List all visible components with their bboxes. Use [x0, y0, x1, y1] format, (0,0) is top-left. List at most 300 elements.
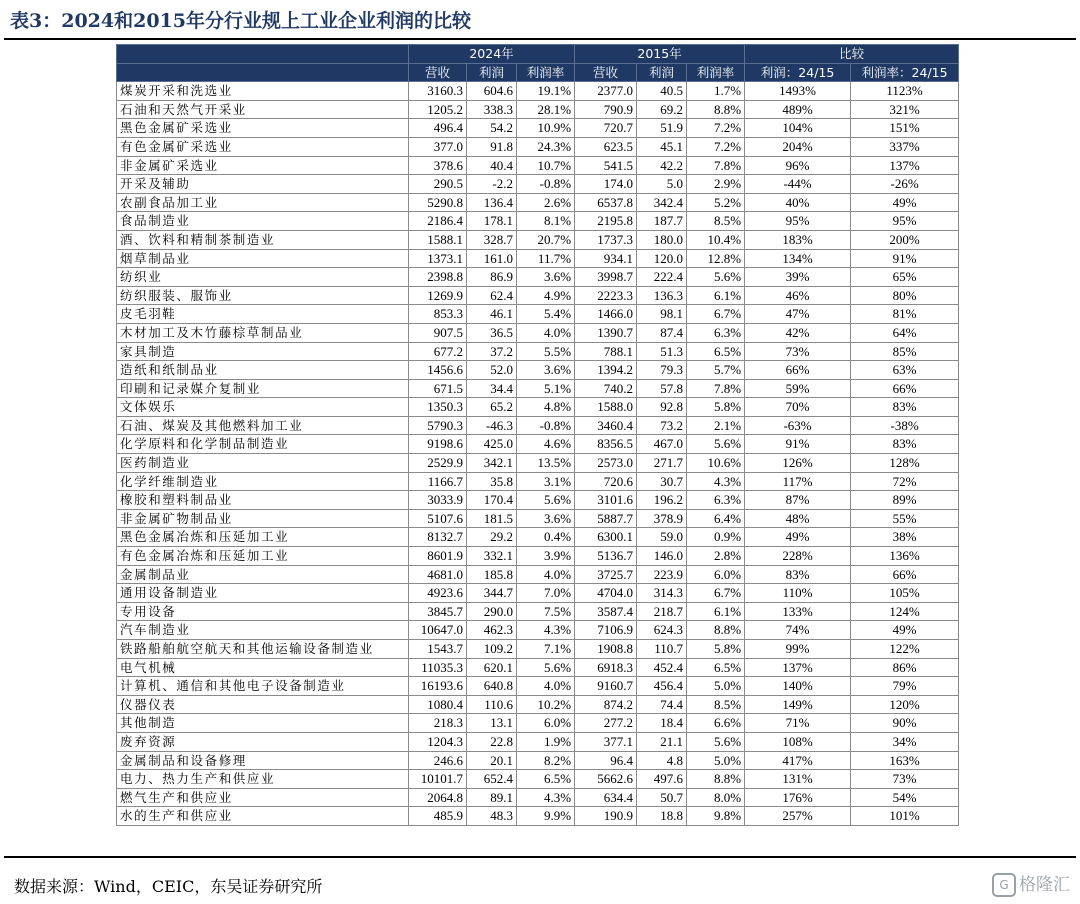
- industry-name: 铁路船舶航空航天和其他运输设备制造业: [117, 640, 409, 659]
- col-header: 利润率: [687, 63, 745, 82]
- table-cell: 34%: [851, 732, 959, 751]
- table-cell: 541.5: [575, 156, 637, 175]
- table-cell: 6.1%: [687, 286, 745, 305]
- table-cell: -63%: [745, 416, 851, 435]
- table-cell: 87%: [745, 491, 851, 510]
- col-header: 利润：24/15: [745, 63, 851, 82]
- table-cell: 2223.3: [575, 286, 637, 305]
- table-cell: 65%: [851, 268, 959, 287]
- table-cell: 2.1%: [687, 416, 745, 435]
- top-rule: [4, 38, 1076, 40]
- table-cell: 5.4%: [517, 305, 575, 324]
- table-cell: 604.6: [467, 82, 517, 101]
- table-cell: 8132.7: [409, 528, 467, 547]
- table-cell: 11.7%: [517, 249, 575, 268]
- industry-name: 汽车制造业: [117, 621, 409, 640]
- table-cell: 3.6%: [517, 361, 575, 380]
- table-cell: 95%: [851, 212, 959, 231]
- table-cell: 1080.4: [409, 695, 467, 714]
- table-cell: 5.0%: [687, 677, 745, 696]
- col-header: 利润: [467, 63, 517, 82]
- table-cell: 79.3: [637, 361, 687, 380]
- table-cell: 6.5%: [517, 770, 575, 789]
- table-cell: 623.5: [575, 137, 637, 156]
- industry-name: 食品制造业: [117, 212, 409, 231]
- table-row: [117, 342, 959, 361]
- table-cell: 1205.2: [409, 100, 467, 119]
- table-cell: 4.8: [637, 751, 687, 770]
- industry-name: 有色金属矿采选业: [117, 137, 409, 156]
- table-cell: 6.7%: [687, 584, 745, 603]
- table-cell: 89.1: [467, 788, 517, 807]
- table-row: [117, 695, 959, 714]
- table-row: [117, 472, 959, 491]
- table-cell: 83%: [851, 398, 959, 417]
- table-cell: 344.7: [467, 584, 517, 603]
- table-cell: 489%: [745, 100, 851, 119]
- table-cell: 1543.7: [409, 640, 467, 659]
- table-cell: 9.9%: [517, 807, 575, 826]
- table-cell: 28.1%: [517, 100, 575, 119]
- table-cell: 110.6: [467, 695, 517, 714]
- table-cell: 4923.6: [409, 584, 467, 603]
- table-cell: 2.9%: [687, 175, 745, 194]
- table-cell: 1123%: [851, 82, 959, 101]
- table-cell: 3.6%: [517, 268, 575, 287]
- table-cell: -26%: [851, 175, 959, 194]
- industry-name: 烟草制品业: [117, 249, 409, 268]
- table-cell: -46.3: [467, 416, 517, 435]
- table-cell: 5.0%: [687, 751, 745, 770]
- industry-name: 印刷和记录媒介复制业: [117, 379, 409, 398]
- industry-name: 金属制品业: [117, 565, 409, 584]
- table-cell: 110%: [745, 584, 851, 603]
- table-cell: 1.9%: [517, 732, 575, 751]
- table-cell: 45.1: [637, 137, 687, 156]
- industry-name: 石油、煤炭及其他燃料加工业: [117, 416, 409, 435]
- table-cell: 12.8%: [687, 249, 745, 268]
- table-cell: 4.0%: [517, 677, 575, 696]
- table-cell: 3460.4: [575, 416, 637, 435]
- table-cell: 1.7%: [687, 82, 745, 101]
- table-row: [117, 751, 959, 770]
- table-cell: 20.1: [467, 751, 517, 770]
- table-cell: 109.2: [467, 640, 517, 659]
- table-cell: 137%: [745, 658, 851, 677]
- table-cell: 720.6: [575, 472, 637, 491]
- table-row: [117, 732, 959, 751]
- industry-name: 仪器仪表: [117, 695, 409, 714]
- table-row: [117, 658, 959, 677]
- table-cell: 66%: [851, 379, 959, 398]
- table-cell: 163%: [851, 751, 959, 770]
- table-cell: 72%: [851, 472, 959, 491]
- table-cell: 10.4%: [687, 230, 745, 249]
- col-header: 营收: [409, 63, 467, 82]
- table-cell: 3.6%: [517, 509, 575, 528]
- table-cell: 8.0%: [687, 788, 745, 807]
- table-row: [117, 677, 959, 696]
- table-cell: 108%: [745, 732, 851, 751]
- table-cell: 9.8%: [687, 807, 745, 826]
- table-cell: -0.8%: [517, 175, 575, 194]
- page-title: 表3：2024和2015年分行业规上工业企业利润的比较: [10, 10, 471, 32]
- table-cell: 3587.4: [575, 602, 637, 621]
- table-cell: 96%: [745, 156, 851, 175]
- table-cell: 462.3: [467, 621, 517, 640]
- table-row: [117, 565, 959, 584]
- table-cell: 104%: [745, 119, 851, 138]
- table-cell: 185.8: [467, 565, 517, 584]
- table-cell: 146.0: [637, 547, 687, 566]
- table-cell: 8.5%: [687, 695, 745, 714]
- table-cell: 101%: [851, 807, 959, 826]
- table-row: [117, 770, 959, 789]
- table-cell: 934.1: [575, 249, 637, 268]
- table-cell: 52.0: [467, 361, 517, 380]
- table-cell: 69.2: [637, 100, 687, 119]
- industry-name: 计算机、通信和其他电子设备制造业: [117, 677, 409, 696]
- table-row: [117, 230, 959, 249]
- table-cell: 377.1: [575, 732, 637, 751]
- industry-name: 木材加工及木竹藤棕草制品业: [117, 323, 409, 342]
- table-cell: 79%: [851, 677, 959, 696]
- table-cell: 5290.8: [409, 193, 467, 212]
- table-cell: 5.0: [637, 175, 687, 194]
- table-cell: 178.1: [467, 212, 517, 231]
- table-cell: 81%: [851, 305, 959, 324]
- table-cell: 4.8%: [517, 398, 575, 417]
- table-cell: 497.6: [637, 770, 687, 789]
- table-cell: 853.3: [409, 305, 467, 324]
- table-cell: 1466.0: [575, 305, 637, 324]
- table-cell: 95%: [745, 212, 851, 231]
- table-cell: 19.1%: [517, 82, 575, 101]
- table-cell: 62.4: [467, 286, 517, 305]
- header-group-row: [117, 45, 959, 64]
- table-cell: 83%: [745, 565, 851, 584]
- table-cell: 2398.8: [409, 268, 467, 287]
- table-cell: 246.6: [409, 751, 467, 770]
- table-cell: 1394.2: [575, 361, 637, 380]
- table-cell: 196.2: [637, 491, 687, 510]
- table-cell: 126%: [745, 454, 851, 473]
- table-cell: 5.6%: [687, 435, 745, 454]
- industry-name: 黑色金属矿采选业: [117, 119, 409, 138]
- table-cell: 321%: [851, 100, 959, 119]
- table-cell: 3998.7: [575, 268, 637, 287]
- table-cell: 38%: [851, 528, 959, 547]
- industry-name: 非金属矿物制品业: [117, 509, 409, 528]
- table-cell: 140%: [745, 677, 851, 696]
- table-cell: 6.0%: [687, 565, 745, 584]
- table-cell: 34.4: [467, 379, 517, 398]
- table-row: [117, 379, 959, 398]
- table-cell: 133%: [745, 602, 851, 621]
- table-cell: 9160.7: [575, 677, 637, 696]
- industry-name: 有色金属冶炼和压延加工业: [117, 547, 409, 566]
- table-cell: 40.4: [467, 156, 517, 175]
- table-cell: 7.0%: [517, 584, 575, 603]
- col-header: 利润: [637, 63, 687, 82]
- table-cell: 3.1%: [517, 472, 575, 491]
- industry-name: 纺织业: [117, 268, 409, 287]
- table-cell: 1456.6: [409, 361, 467, 380]
- table-cell: 83%: [851, 435, 959, 454]
- table-cell: 74%: [745, 621, 851, 640]
- table-cell: 6.4%: [687, 509, 745, 528]
- industry-name: 皮毛羽鞋: [117, 305, 409, 324]
- table-cell: 4.3%: [687, 472, 745, 491]
- table-cell: 46.1: [467, 305, 517, 324]
- table-cell: 1204.3: [409, 732, 467, 751]
- table-cell: 1350.3: [409, 398, 467, 417]
- industry-name: 橡胶和塑料制品业: [117, 491, 409, 510]
- table-cell: 6.7%: [687, 305, 745, 324]
- table-cell: 8601.9: [409, 547, 467, 566]
- table-cell: 218.7: [637, 602, 687, 621]
- table-cell: 342.1: [467, 454, 517, 473]
- table-cell: 1588.0: [575, 398, 637, 417]
- table-cell: 907.5: [409, 323, 467, 342]
- table-cell: 6.5%: [687, 658, 745, 677]
- table-row: [117, 509, 959, 528]
- table-cell: 5662.6: [575, 770, 637, 789]
- table-cell: 91%: [745, 435, 851, 454]
- table-cell: 11035.3: [409, 658, 467, 677]
- industry-name: 化学纤维制造业: [117, 472, 409, 491]
- industry-name: 水的生产和供应业: [117, 807, 409, 826]
- table-cell: 332.1: [467, 547, 517, 566]
- table-cell: 136.3: [637, 286, 687, 305]
- table-cell: 2195.8: [575, 212, 637, 231]
- table-cell: 8.5%: [687, 212, 745, 231]
- table-cell: 485.9: [409, 807, 467, 826]
- table-cell: 59.0: [637, 528, 687, 547]
- table-cell: 49%: [745, 528, 851, 547]
- table-row: [117, 175, 959, 194]
- table-cell: 0.9%: [687, 528, 745, 547]
- table-cell: 64%: [851, 323, 959, 342]
- table-cell: 5887.7: [575, 509, 637, 528]
- industry-name: 专用设备: [117, 602, 409, 621]
- table-row: [117, 305, 959, 324]
- table-cell: 50.7: [637, 788, 687, 807]
- table-cell: 10.7%: [517, 156, 575, 175]
- table-cell: 73.2: [637, 416, 687, 435]
- table-cell: 228%: [745, 547, 851, 566]
- table-cell: 496.4: [409, 119, 467, 138]
- table-cell: 170.4: [467, 491, 517, 510]
- table-row: [117, 249, 959, 268]
- table-cell: 3725.7: [575, 565, 637, 584]
- table-cell: 42.2: [637, 156, 687, 175]
- table-cell: 5.5%: [517, 342, 575, 361]
- table-cell: 5.7%: [687, 361, 745, 380]
- table-cell: -38%: [851, 416, 959, 435]
- table-cell: 134%: [745, 249, 851, 268]
- table-row: [117, 82, 959, 101]
- table-cell: 92.8: [637, 398, 687, 417]
- table-row: [117, 323, 959, 342]
- table-cell: 8.8%: [687, 621, 745, 640]
- table-cell: 48.3: [467, 807, 517, 826]
- table-cell: 87.4: [637, 323, 687, 342]
- table-cell: 120%: [851, 695, 959, 714]
- table-row: [117, 435, 959, 454]
- table-cell: 720.7: [575, 119, 637, 138]
- table-cell: 181.5: [467, 509, 517, 528]
- table-cell: 452.4: [637, 658, 687, 677]
- table-cell: 6.5%: [687, 342, 745, 361]
- industry-name: 金属制品和设备修理: [117, 751, 409, 770]
- table-cell: 54.2: [467, 119, 517, 138]
- table-cell: 98.1: [637, 305, 687, 324]
- table-cell: 5107.6: [409, 509, 467, 528]
- table-cell: 71%: [745, 714, 851, 733]
- header-compare: 比较: [745, 45, 959, 64]
- table-cell: 1588.1: [409, 230, 467, 249]
- industry-name: 燃气生产和供应业: [117, 788, 409, 807]
- table-cell: 7.2%: [687, 119, 745, 138]
- table-cell: 8.2%: [517, 751, 575, 770]
- watermark-text: 格隆汇: [1019, 875, 1070, 895]
- table-row: [117, 528, 959, 547]
- table-cell: 57.8: [637, 379, 687, 398]
- table-cell: 8.8%: [687, 770, 745, 789]
- table-row: [117, 602, 959, 621]
- table-cell: 136.4: [467, 193, 517, 212]
- table-cell: 70%: [745, 398, 851, 417]
- table-cell: 2573.0: [575, 454, 637, 473]
- table-cell: 2186.4: [409, 212, 467, 231]
- profit-comparison-table: [116, 44, 959, 826]
- table-cell: 86.9: [467, 268, 517, 287]
- table-cell: 456.4: [637, 677, 687, 696]
- table-cell: 8356.5: [575, 435, 637, 454]
- table-cell: 46%: [745, 286, 851, 305]
- table-cell: 137%: [851, 156, 959, 175]
- table-row: [117, 361, 959, 380]
- table-cell: 5.8%: [687, 640, 745, 659]
- table-cell: 5.8%: [687, 398, 745, 417]
- table-row: [117, 584, 959, 603]
- table-cell: 3160.3: [409, 82, 467, 101]
- table-cell: 2064.8: [409, 788, 467, 807]
- table-cell: 3.9%: [517, 547, 575, 566]
- table-cell: 105%: [851, 584, 959, 603]
- table-cell: 417%: [745, 751, 851, 770]
- table-row: [117, 416, 959, 435]
- table-cell: 620.1: [467, 658, 517, 677]
- table-cell: 640.8: [467, 677, 517, 696]
- table-cell: 122%: [851, 640, 959, 659]
- table-cell: 1493%: [745, 82, 851, 101]
- table-cell: 183%: [745, 230, 851, 249]
- industry-name: 黑色金属冶炼和压延加工业: [117, 528, 409, 547]
- table-cell: 40.5: [637, 82, 687, 101]
- table-cell: 63%: [851, 361, 959, 380]
- industry-name: 电气机械: [117, 658, 409, 677]
- table-cell: 4.0%: [517, 565, 575, 584]
- table-cell: 7.1%: [517, 640, 575, 659]
- table-cell: 1166.7: [409, 472, 467, 491]
- table-row: [117, 193, 959, 212]
- table-cell: 290.0: [467, 602, 517, 621]
- industry-name: 开采及辅助: [117, 175, 409, 194]
- table-cell: 42%: [745, 323, 851, 342]
- table-cell: 73%: [745, 342, 851, 361]
- table-cell: 3101.6: [575, 491, 637, 510]
- table-cell: 7.8%: [687, 379, 745, 398]
- table-cell: 24.3%: [517, 137, 575, 156]
- table-cell: 49%: [851, 193, 959, 212]
- industry-name: 通用设备制造业: [117, 584, 409, 603]
- table-cell: 5136.7: [575, 547, 637, 566]
- table-cell: 36.5: [467, 323, 517, 342]
- table-cell: 6918.3: [575, 658, 637, 677]
- table-row: [117, 100, 959, 119]
- table-cell: 5.6%: [687, 268, 745, 287]
- table-row: [117, 621, 959, 640]
- table-cell: 7.8%: [687, 156, 745, 175]
- table-cell: 66%: [745, 361, 851, 380]
- table-row: [117, 119, 959, 138]
- table-cell: 6537.8: [575, 193, 637, 212]
- table-cell: 80%: [851, 286, 959, 305]
- logo-icon: G: [992, 873, 1016, 897]
- table-row: [117, 807, 959, 826]
- table-cell: 110.7: [637, 640, 687, 659]
- table-cell: 2377.0: [575, 82, 637, 101]
- table-cell: 1269.9: [409, 286, 467, 305]
- table-cell: 677.2: [409, 342, 467, 361]
- table-row: [117, 286, 959, 305]
- table-cell: 6.6%: [687, 714, 745, 733]
- table-row: [117, 788, 959, 807]
- header-blank: [117, 63, 409, 82]
- table-cell: 9198.6: [409, 435, 467, 454]
- table-cell: 4.0%: [517, 323, 575, 342]
- table-cell: 277.2: [575, 714, 637, 733]
- table-row: [117, 547, 959, 566]
- table-cell: 54%: [851, 788, 959, 807]
- table-cell: 117%: [745, 472, 851, 491]
- table-cell: 47%: [745, 305, 851, 324]
- table-cell: 290.5: [409, 175, 467, 194]
- table-cell: 5.6%: [517, 658, 575, 677]
- table-cell: 467.0: [637, 435, 687, 454]
- table-row: [117, 268, 959, 287]
- table-cell: 342.4: [637, 193, 687, 212]
- table-cell: 377.0: [409, 137, 467, 156]
- table-cell: 740.2: [575, 379, 637, 398]
- table-cell: 91%: [851, 249, 959, 268]
- table-cell: 652.4: [467, 770, 517, 789]
- table-cell: 2.6%: [517, 193, 575, 212]
- table-cell: 35.8: [467, 472, 517, 491]
- table-cell: 4681.0: [409, 565, 467, 584]
- source-note: 数据来源：Wind，CEIC，东吴证券研究所: [14, 877, 323, 896]
- table-cell: 51.9: [637, 119, 687, 138]
- table-cell: 49%: [851, 621, 959, 640]
- table-cell: 13.1: [467, 714, 517, 733]
- table-cell: -0.8%: [517, 416, 575, 435]
- table-cell: 314.3: [637, 584, 687, 603]
- table-cell: 1908.8: [575, 640, 637, 659]
- industry-name: 非金属矿采选业: [117, 156, 409, 175]
- table-cell: 90%: [851, 714, 959, 733]
